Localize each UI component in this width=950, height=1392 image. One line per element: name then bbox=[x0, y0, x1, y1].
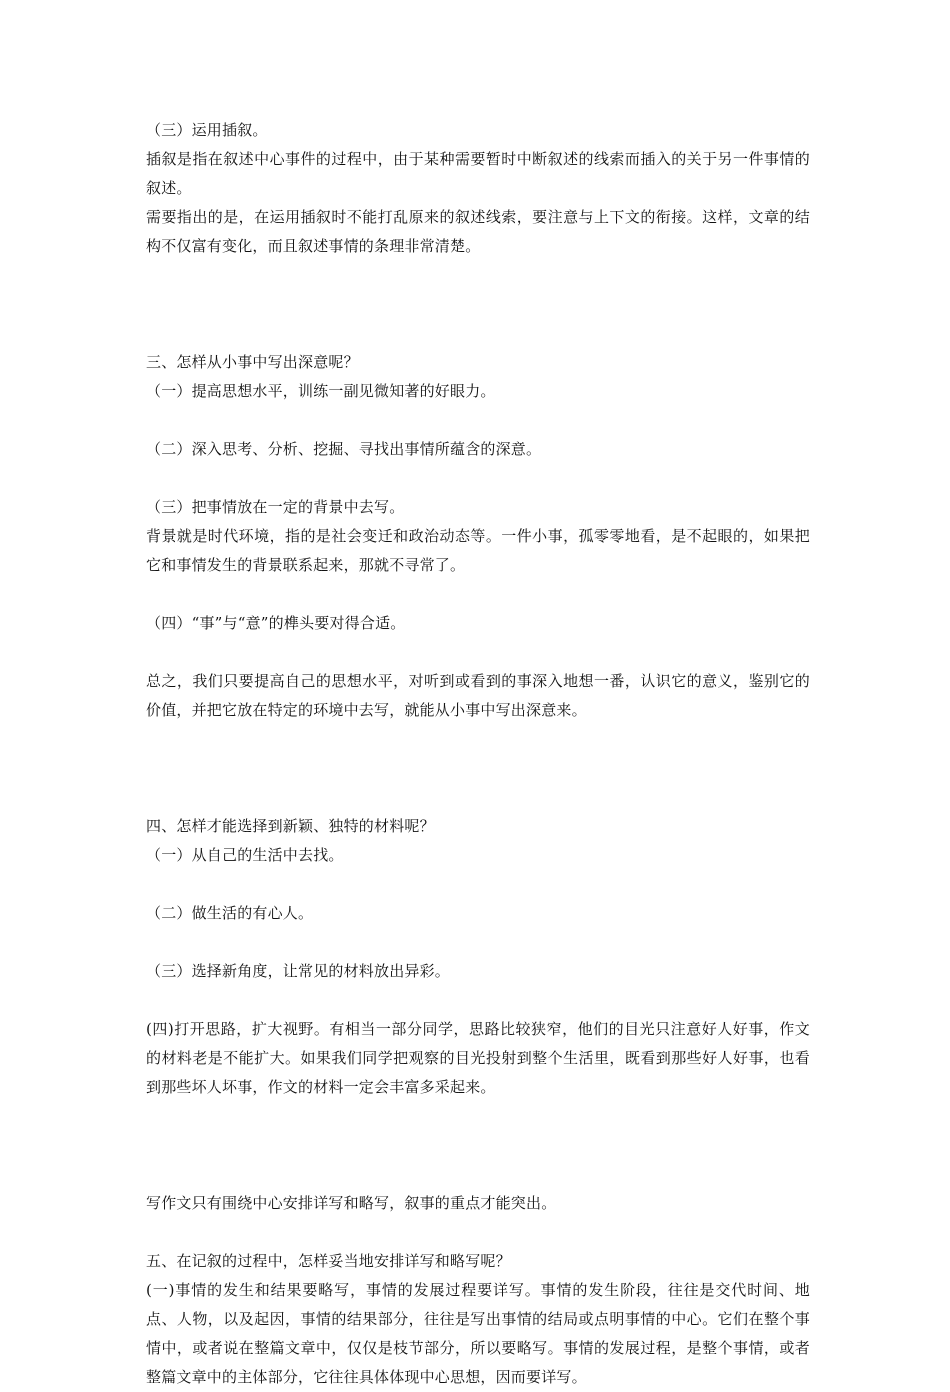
spacer bbox=[146, 986, 810, 1015]
section-four-item-1: （一）从自己的生活中去找。 bbox=[146, 846, 344, 864]
document-body bbox=[146, 116, 810, 1392]
section-five-item-1: (一)事情的发生和结果要略写，事情的发展过程要详写。事情的发生阶段，往往是交代时间、地点、人物，以及起因，事情的结果部分，往往是写出事情的结局或点明事情的中心。它们在整个事情中，或者说在整篇文章中，仅仅是枝节部分，所以要略写。事情的发展过程，是整个事情，或者整篇文章中的主体部分，它往往具体体现中心思想，因而要详写。 bbox=[146, 1281, 810, 1386]
section-four-heading: 四、怎样才能选择到新颖、独特的材料呢？ bbox=[146, 817, 435, 835]
section-three-item-4: （四）“事”与“意”的榫头要对得合适。 bbox=[146, 614, 406, 632]
section-three-item-2: （二）深入思考、分析、挖掘、寻找出事情所蕴含的深意。 bbox=[146, 440, 542, 458]
spacer bbox=[146, 725, 810, 812]
spacer bbox=[146, 580, 810, 609]
spacer bbox=[146, 1218, 810, 1247]
spacer bbox=[146, 1102, 810, 1189]
spacer bbox=[146, 261, 810, 348]
section-four-item-4: (四)打开思路，扩大视野。有相当一部分同学，思路比较狭窄，他们的目光只注意好人好事，作文的材料老是不能扩大。如果我们同学把观察的目光投射到整个生活里，既看到那些好人好事，也看到那些坏人坏事，作文的材料一定会丰富多采起来。 bbox=[146, 1020, 810, 1096]
section-three-heading: 三、怎样从小事中写出深意呢？ bbox=[146, 353, 359, 371]
spacer bbox=[146, 464, 810, 493]
section-five-heading: 五、在记叙的过程中，怎样妥当地安排详写和略写呢？ bbox=[146, 1252, 511, 1270]
interjection-definition: 插叙是指在叙述中心事件的过程中，由于某种需要暂时中断叙述的线索而插入的关于另一件事情的叙述。 bbox=[146, 150, 810, 197]
section-three-item-3: （三）把事情放在一定的背景中去写。 bbox=[146, 498, 405, 516]
interjection-heading: （三）运用插叙。 bbox=[146, 121, 268, 139]
spacer bbox=[146, 870, 810, 899]
section-five-intro: 写作文只有围绕中心安排详写和略写，叙事的重点才能突出。 bbox=[146, 1194, 557, 1212]
spacer bbox=[146, 406, 810, 435]
spacer bbox=[146, 638, 810, 667]
section-three-summary: 总之，我们只要提高自己的思想水平，对听到或看到的事深入地想一番，认识它的意义，鉴别它的价值，并把它放在特定的环境中去写，就能从小事中写出深意来。 bbox=[146, 672, 810, 719]
spacer bbox=[146, 928, 810, 957]
section-three-item-3-detail: 背景就是时代环境，指的是社会变迁和政治动态等。一件小事，孤零零地看，是不起眼的，如果把它和事情发生的背景联系起来，那就不寻常了。 bbox=[146, 527, 810, 574]
section-four-item-2: （二）做生活的有心人。 bbox=[146, 904, 314, 922]
interjection-note: 需要指出的是，在运用插叙时不能打乱原来的叙述线索，要注意与上下文的衔接。这样，文章的结构不仅富有变化，而且叙述事情的条理非常清楚。 bbox=[146, 208, 810, 255]
section-three-item-1: （一）提高思想水平，训练一副见微知著的好眼力。 bbox=[146, 382, 496, 400]
section-four-item-3: （三）选择新角度，让常见的材料放出异彩。 bbox=[146, 962, 451, 980]
